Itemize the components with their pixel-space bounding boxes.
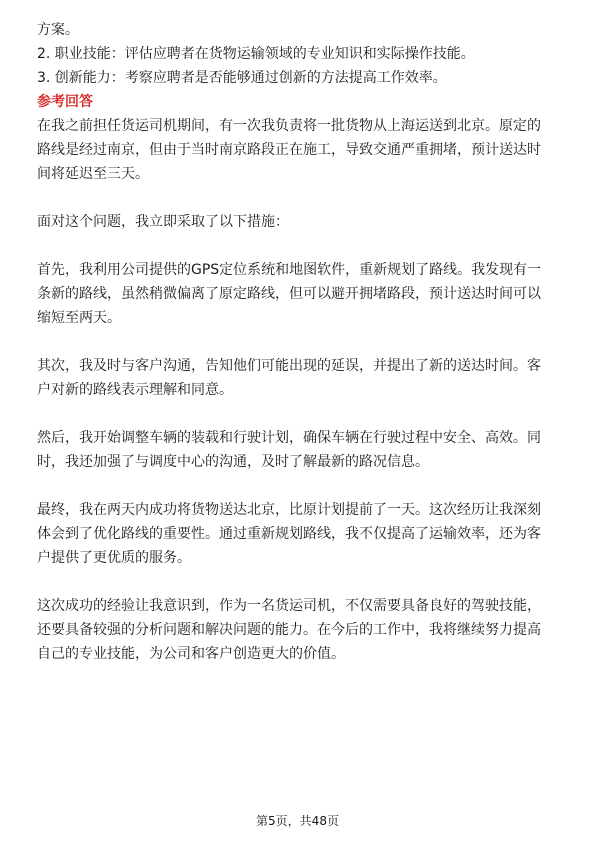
paragraph	[37, 210, 559, 234]
paragraph-gap	[37, 474, 559, 498]
paragraph-gap	[37, 234, 559, 258]
paragraph-line: 体会到了优化路线的重要性。通过重新规划路线，我不仅提高了运输效率，还为客	[37, 526, 541, 542]
paragraph-line: 缩短至两天。	[37, 310, 121, 326]
answer-heading: 参考回答	[37, 94, 93, 110]
page-content	[37, 18, 559, 666]
paragraph	[37, 498, 559, 570]
paragraph-gap	[37, 402, 559, 426]
paragraph	[37, 354, 559, 402]
list-item: 3. 创新能力：考察应聘者是否能够通过创新的方法提高工作效率。	[37, 70, 447, 86]
paragraph-gap	[37, 330, 559, 354]
paragraph-line: 其次，我及时与客户沟通，告知他们可能出现的延误，并提出了新的送达时间。客	[37, 358, 541, 374]
paragraph-line: 还要具备较强的分析问题和解决问题的能力。在今后的工作中，我将继续努力提高	[37, 622, 541, 638]
paragraph	[37, 114, 559, 186]
paragraph-line: 时，我还加强了与调度中心的沟通，及时了解最新的路况信息。	[37, 454, 429, 470]
paragraph-line: 间将延迟至三天。	[37, 166, 149, 182]
paragraph-gap	[37, 570, 559, 594]
list-item: 2. 职业技能：评估应聘者在货物运输领域的专业知识和实际操作技能。	[37, 46, 475, 62]
paragraph-line: 路线是经过南京，但由于当时南京路段正在施工，导致交通严重拥堵，预计送达时	[37, 142, 541, 158]
page-number-footer: 第5页，共48页	[256, 814, 339, 828]
paragraph-line: 自己的专业技能，为公司和客户创造更大的价值。	[37, 646, 345, 662]
paragraph	[37, 258, 559, 330]
paragraph-line: 面对这个问题，我立即采取了以下措施：	[37, 214, 289, 230]
paragraph-gap	[37, 186, 559, 210]
paragraph-line: 这次成功的经验让我意识到，作为一名货运司机，不仅需要具备良好的驾驶技能，	[37, 598, 541, 614]
criteria-list	[37, 18, 559, 90]
paragraph-line: 条新的路线，虽然稍微偏离了原定路线，但可以避开拥堵路段，预计送达时间可以	[37, 286, 541, 302]
paragraph-line: 在我之前担任货运司机期间，有一次我负责将一批货物从上海运送到北京。原定的	[37, 118, 541, 134]
list-item: 方案。	[37, 22, 79, 38]
paragraph-line: 然后，我开始调整车辆的装载和行驶计划，确保车辆在行驶过程中安全、高效。同	[37, 430, 541, 446]
paragraph-line: 户提供了更优质的服务。	[37, 550, 191, 566]
paragraph-line: 最终，我在两天内成功将货物送达北京，比原计划提前了一天。这次经历让我深刻	[37, 502, 541, 518]
paragraph	[37, 426, 559, 474]
paragraph-line: 户对新的路线表示理解和同意。	[37, 382, 233, 398]
paragraph	[37, 594, 559, 666]
paragraph-line: 首先，我利用公司提供的GPS定位系统和地图软件，重新规划了路线。我发现有一	[37, 262, 542, 278]
